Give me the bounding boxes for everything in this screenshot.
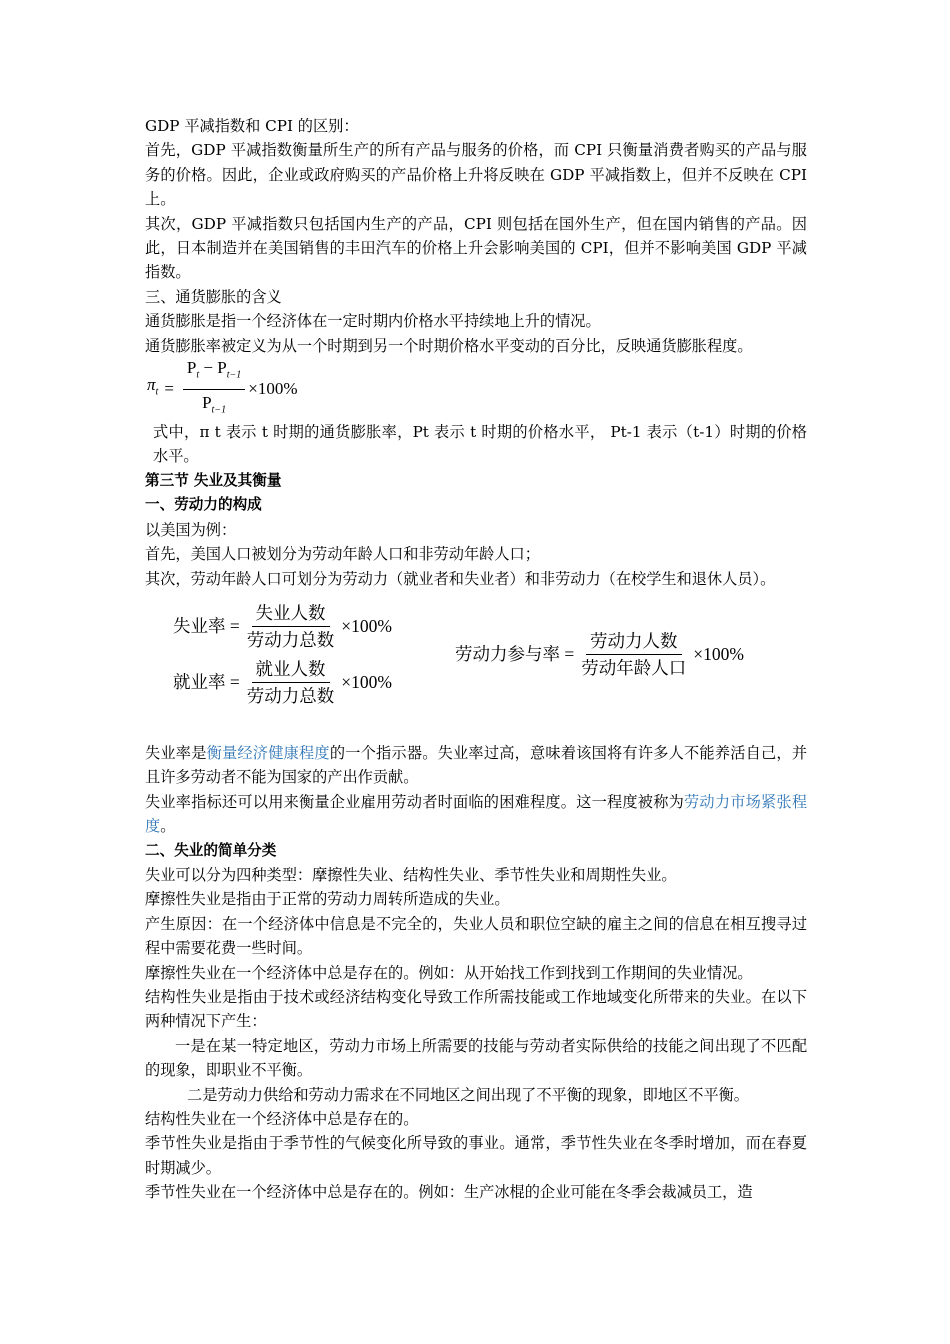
- unemployment-rate-formula: 失业率 = $\frac{\text{失业人数}}{\text{劳动力总数}}$ ×100%: [173, 602, 392, 650]
- heading-section-three: 第三节 失业及其衡量: [145, 471, 282, 489]
- inflation-rate-formula: [145, 358, 807, 420]
- paragraph-seasonal-definition: 季节性失业是指由于季节性的气候变化所导致的事业。通常，季节性失业在冬季时增加，而在春夏时期减少。: [145, 1134, 807, 1177]
- paragraph-structural-case-two: 二是劳动力供给和劳动力需求在不同地区之间出现了不平衡的现象，即地区不平衡。: [187, 1085, 749, 1104]
- formula-denominator: $P_{t-1}$: [202, 392, 227, 415]
- paragraph-inflation-rate-definition: 通货膨胀率被定义为从一个时期到另一个时期价格水平变动的百分比，反映通货膨胀程度。: [145, 336, 753, 355]
- formula-numerator: $P_t - P_{t-1}$: [183, 356, 245, 389]
- paragraph-frictional-definition: 摩擦性失业是指由于正常的劳动力周转所造成的失业。: [145, 890, 510, 909]
- paragraph-gdp-cpi-title: GDP 平减指数和 CPI 的区别：: [145, 117, 359, 135]
- paragraph-frictional-example: 摩擦性失业在一个经济体中总是存在的。例如：从开始找工作到找到工作期间的失业情况。: [145, 963, 753, 982]
- link-economic-health[interactable]: 衡量经济健康程度: [206, 743, 330, 762]
- paragraph-first-difference: 首先，GDP 平减指数衡量所生产的所有产品与服务的价格，而 CPI 只衡量消费者购买的产品与服务的价格。因此，企业或政府购买的产品价格上升将反映在 GDP 平减指数上，但并不反映在 CPI 上。: [145, 141, 807, 209]
- formula-times: ×100%: [248, 378, 298, 398]
- formula-fraction: [183, 356, 245, 422]
- participation-rate-formula: 劳动力参与率 = $\frac{\text{劳动力人数}}{\text{劳动年龄人口}}$ ×100%: [455, 630, 744, 678]
- paragraph-four-types: 失业可以分为四种类型：摩擦性失业、结构性失业、季节性失业和周期性失业。: [145, 865, 677, 884]
- heading-inflation-meaning: 三、通货膨胀的含义: [145, 287, 282, 306]
- formula-eq: =: [164, 378, 174, 398]
- paragraph-structural-case-one: 一是在某一特定地区，劳动力市场上所需要的技能与劳动者实际供给的技能之间出现了不匹配的现象，即职业不平衡。: [145, 1036, 807, 1080]
- link-labor-market-tightness[interactable]: 劳动力市场紧张程度: [145, 792, 808, 836]
- paragraph-structural-definition: 结构性失业是指由于技术或经济结构变化导致工作所需技能或工作地域变化所带来的失业。在以下两种情况下产生：: [145, 987, 807, 1031]
- paragraph-inflation-definition: 通货膨胀是指一个经济体在一定时期内价格水平持续地上升的情况。: [145, 312, 601, 331]
- paragraph-second-difference: 其次，GDP 平减指数只包括国内生产的产品，CPI 则包括在国外生产，但在国内销售的产品。因此，日本制造并在美国销售的丰田汽车的价格上升会影响美国的 CPI，但并不影响美国 GDP 平减指数。: [145, 214, 807, 282]
- paragraph-structural-exists: 结构性失业在一个经济体中总是存在的。: [145, 1110, 419, 1128]
- paragraph-seasonal-example: 季节性失业在一个经济体中总是存在的。例如：生产冰棍的企业可能在冬季会裁减员工，造: [145, 1183, 753, 1202]
- labor-formulas: [145, 595, 807, 735]
- paragraph-labor-force-division: 其次，劳动年龄人口可划分为劳动力（就业者和失业者）和非劳动力（在校学生和退休人员）。: [145, 569, 776, 588]
- paragraph-formula-explanation: 式中，π t 表示 t 时期的通货膨胀率，Pt 表示 t 时期的价格水平， Pt-1 表示（t-1）时期的价格水平。: [153, 423, 807, 466]
- paragraph-frictional-cause: 产生原因：在一个经济体中信息是不完全的，失业人员和职位空缺的雇主之间的信息在相互搜寻过程中需要花费一些时间。: [145, 914, 807, 958]
- document-content: [145, 114, 807, 1205]
- paragraph-unemployment-indicator: 失业率是衡量经济健康程度的一个指示器。失业率过高，意味着该国将有许多人不能养活自己，并且许多劳动者不能为国家的产出作贡献。: [145, 743, 808, 787]
- heading-unemployment-types: 二、失业的简单分类: [145, 841, 277, 859]
- employment-rate-formula: 就业率 = $\frac{\text{就业人数}}{\text{劳动力总数}}$ ×100%: [173, 658, 392, 706]
- heading-labor-force-composition: 一、劳动力的构成: [145, 496, 262, 514]
- paragraph-labor-market-tightness: 失业率指标还可以用来衡量企业雇用劳动者时面临的困难程度。这一程度被称为劳动力市场紧张程度。: [145, 792, 808, 836]
- formula-lhs: $\pi_t$: [147, 375, 159, 398]
- paragraph-population-division: 首先，美国人口被划分为劳动年龄人口和非劳动年龄人口；: [145, 545, 540, 564]
- paragraph-us-example: 以美国为例：: [145, 520, 237, 539]
